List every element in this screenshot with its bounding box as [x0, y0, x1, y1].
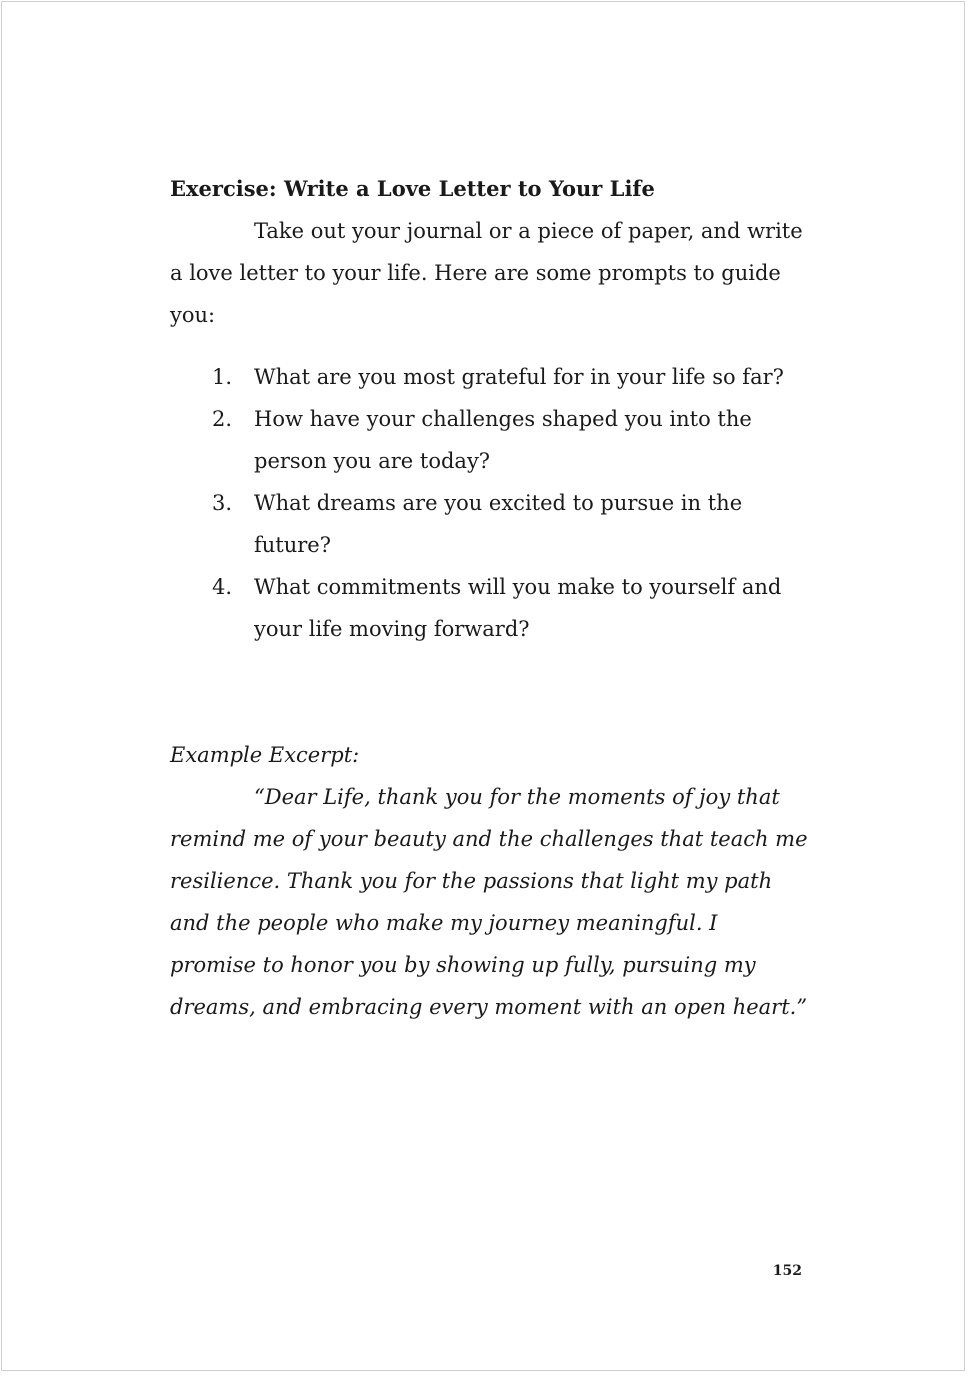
list-item [170, 482, 810, 566]
example-quote: “Dear Life, thank you for the moments of joy that remind me of your beauty and the challenges that teach me resilience. Thank you for the passions that light my path and the people who make my journey meaningful. I promise to honor you by showing up fully, pursuing my dreams, and embracing every moment with an open heart.” [170, 785, 808, 1019]
list-item [170, 398, 810, 482]
example-label: Example Excerpt: [170, 743, 360, 767]
list-item-number: 3. [212, 491, 233, 515]
list-item-number: 2. [212, 407, 233, 431]
list-item [170, 566, 810, 650]
list-item-number: 4. [212, 575, 233, 599]
list-item-text: What dreams are you excited to pursue in the future? [254, 491, 743, 557]
list-item-number: 1. [212, 365, 233, 389]
list-item-text: What commitments will you make to yourself and your life moving forward? [254, 575, 782, 641]
exercise-intro: Take out your journal or a piece of paper, and write a love letter to your life. Here are some prompts to guide you: [170, 219, 803, 327]
prompt-list [170, 356, 810, 650]
list-item-text: What are you most grateful for in your life so far? [254, 365, 784, 389]
page-content [170, 168, 810, 1028]
list-item [170, 356, 810, 398]
page-number: 152 [772, 1263, 802, 1279]
exercise-title: Exercise: Write a Love Letter to Your Life [170, 176, 655, 201]
document-page [1, 1, 965, 1371]
list-item-text: How have your challenges shaped you into the person you are today? [254, 407, 752, 473]
